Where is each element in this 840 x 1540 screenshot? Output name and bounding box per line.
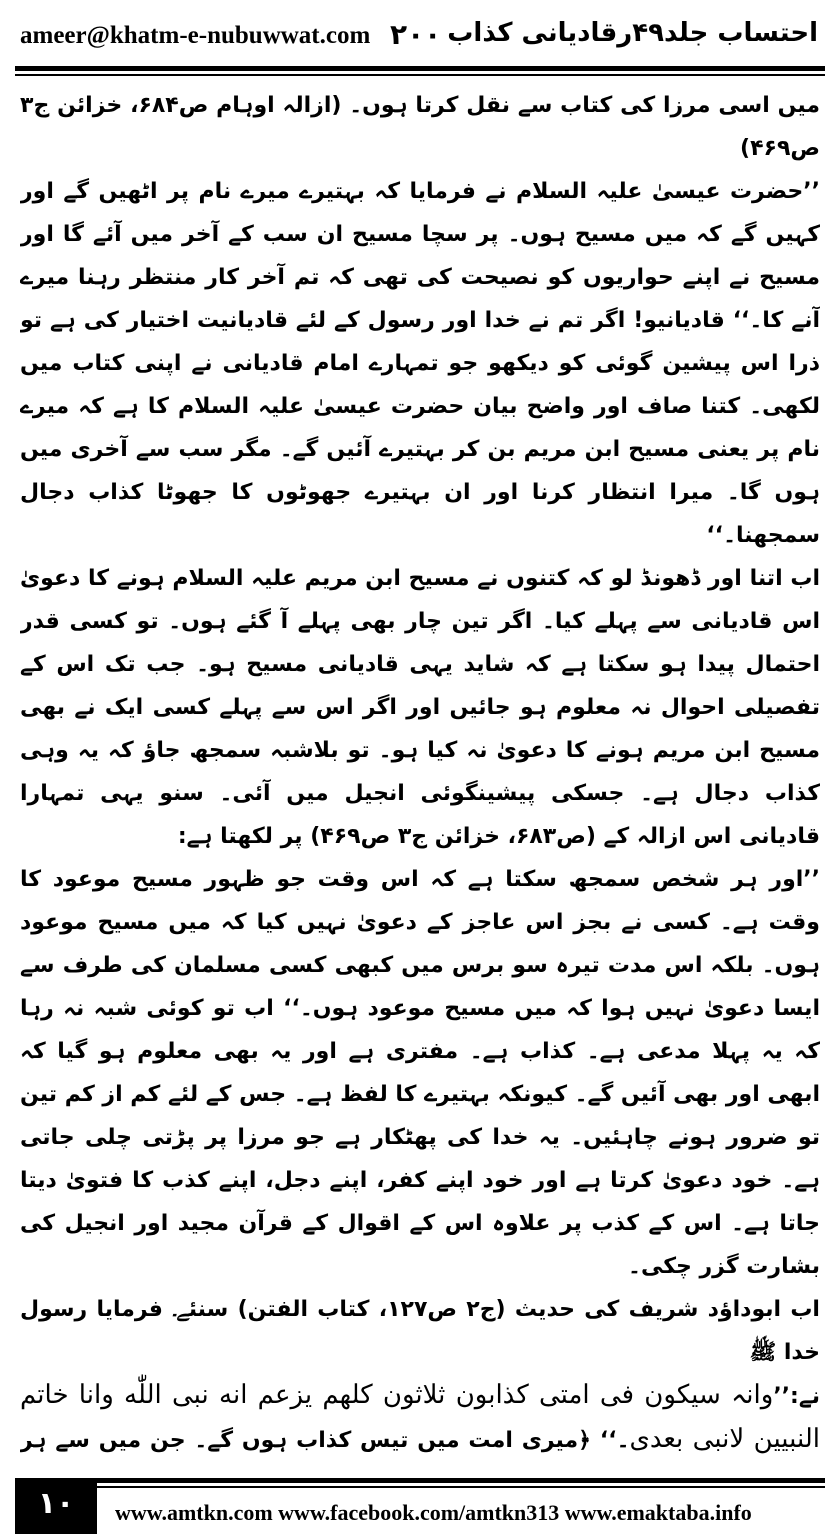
hadith-arabic-text: وانہ سیکون فی امتی کذابون ثلاثون کلهم یزعم انه نبی اللّٰه وانا خاتم النبیین لانبی بعدی (20, 1380, 820, 1454)
page-body (20, 84, 820, 1454)
page-header (0, 0, 840, 78)
footer-rule-thick (15, 1478, 825, 1483)
paragraph-hadith (20, 1374, 820, 1454)
header-title: احتساب جلد۴۹رقادیانی کذاب (447, 18, 818, 48)
footer-number: ۱۰ (37, 1486, 75, 1521)
paragraph-quote-2: ’’اور ہر شخص سمجھ سکتا ہے کہ اس وقت جو ظہور مسیح موعود کا وقت ہے۔ کسی نے بجز اس عاجز کے دعویٰ نہیں کیا کہ میں مسیح موعود ہوں۔ بلکہ اس مدت تیرہ سو برس میں کبھی کسی مسلمان کی طرف سے ایسا دعویٰ نہیں ہوا کہ میں مسیح موعود ہوں۔‘‘ اب تو کوئی شبہ نہ رہا کہ یہ پہلا مدعی ہے۔ کذاب ہے۔ مفتری ہے اور یہ بھی معلوم ہو گیا کہ ابھی اور بھی آئیں گے۔ کیونکہ بہتیرے کا لفظ ہے۔ جس کے لئے کم از کم تین تو ضرور ہونے چاہئیں۔ یہ خدا کی پھٹکار ہے جو مرزا پر پڑتی چلی جاتی ہے۔ خود دعویٰ کرتا ہے اور خود اپنے کفر، اپنے دجل، اپنے کذب کا فتویٰ دیتا جاتا ہے۔ اس کے کذب پر علاوہ اس کے اقوال کے قرآن مجید اور انجیل کی بشارت گزر چکی۔ (20, 867, 820, 1279)
hadith-lead: نے:’’ (773, 1384, 820, 1409)
hadith-translation: ۔‘‘ ﴿میری امت میں تیس کذاب ہوں گے۔ جن میں سے ہر (20, 1428, 630, 1453)
paragraph-argument: اب اتنا اور ڈھونڈ لو کہ کتنوں نے مسیح ابن مریم علیہ السلام ہونے کا دعویٰ اس قادیانی سے پہلے کیا۔ اگر تین چار بھی پہلے آ گئے ہوں۔ تو کسی قدر احتمال پیدا ہو سکتا ہے کہ شاید یہی قادیانی مسیح ہو۔ جب تک اس کے تفصیلی احوال نہ معلوم ہو جائیں اور اگر اس سے پہلے کسی ایک نے بھی مسیح ابن مریم ہونے کا دعویٰ نہ کیا ہو۔ تو بلاشبہ سمجھ جاؤ کہ یہ وہی کذاب دجال ہے۔ جسکی پیشینگوئی انجیل میں آئی۔ سنو یہی تمہارا قادیانی اس ازالہ کے (ص۶۸۳، خزائن ج۳ ص۴۶۹) پر لکھتا ہے: (20, 566, 820, 849)
paragraph-intro: میں اسی مرزا کی کتاب سے نقل کرتا ہوں۔ (ازالہ اوہام ص۶۸۴، خزائن ج۳ ص۴۶۹) (20, 93, 820, 161)
footer-links: www.amtkn.com www.facebook.com/amtkn313 www.emaktaba.info (115, 1500, 752, 1525)
header-rule-thick (15, 66, 825, 71)
page-footer (0, 1478, 840, 1540)
header-rule-thin (15, 74, 825, 76)
header-page-number: ۲۰۰ (390, 18, 442, 51)
paragraph-quote-1: ’’حضرت عیسیٰ علیہ السلام نے فرمایا کہ بہتیرے میرے نام پر اٹھیں گے اور کہیں گے کہ میں مسیح ہوں۔ پر سچا مسیح ان سب کے آخر میں آئے گا اور مسیح نے اپنے حواریوں کو نصیحت کی تھی کہ تم آخر کار منتظر رہنا میرے آنے کا۔‘‘ قادیانیو! اگر تم نے خدا اور رسول کے لئے قادیانیت اختیار کی ہے تو ذرا اس پیشین گوئی کو دیکھو جو تمہارے امام قادیانی نے اپنی کتاب میں لکھی۔ کتنا صاف اور واضح بیان حضرت عیسیٰ علیہ السلام کا ہے کہ میرے نام پر یعنی مسیح ابن مریم بن کر بہتیرے آئیں گے۔ مگر سب سے آخری میں ہوں گا۔ میرا انتظار کرنا اور ان بہتیرے جھوٹوں کا جھوٹا کذاب دجال سمجھنا۔‘‘ (20, 179, 820, 548)
paragraph-hadith-intro: اب ابوداؤد شریف کی حدیث (ج۲ ص۱۲۷، کتاب الفتن) سنئے۔ فرمایا رسول خدا ﷺ (20, 1297, 820, 1365)
footer-rule-thin (15, 1486, 825, 1488)
header-email: ameer@khatm-e-nubuwwat.com (20, 22, 371, 49)
